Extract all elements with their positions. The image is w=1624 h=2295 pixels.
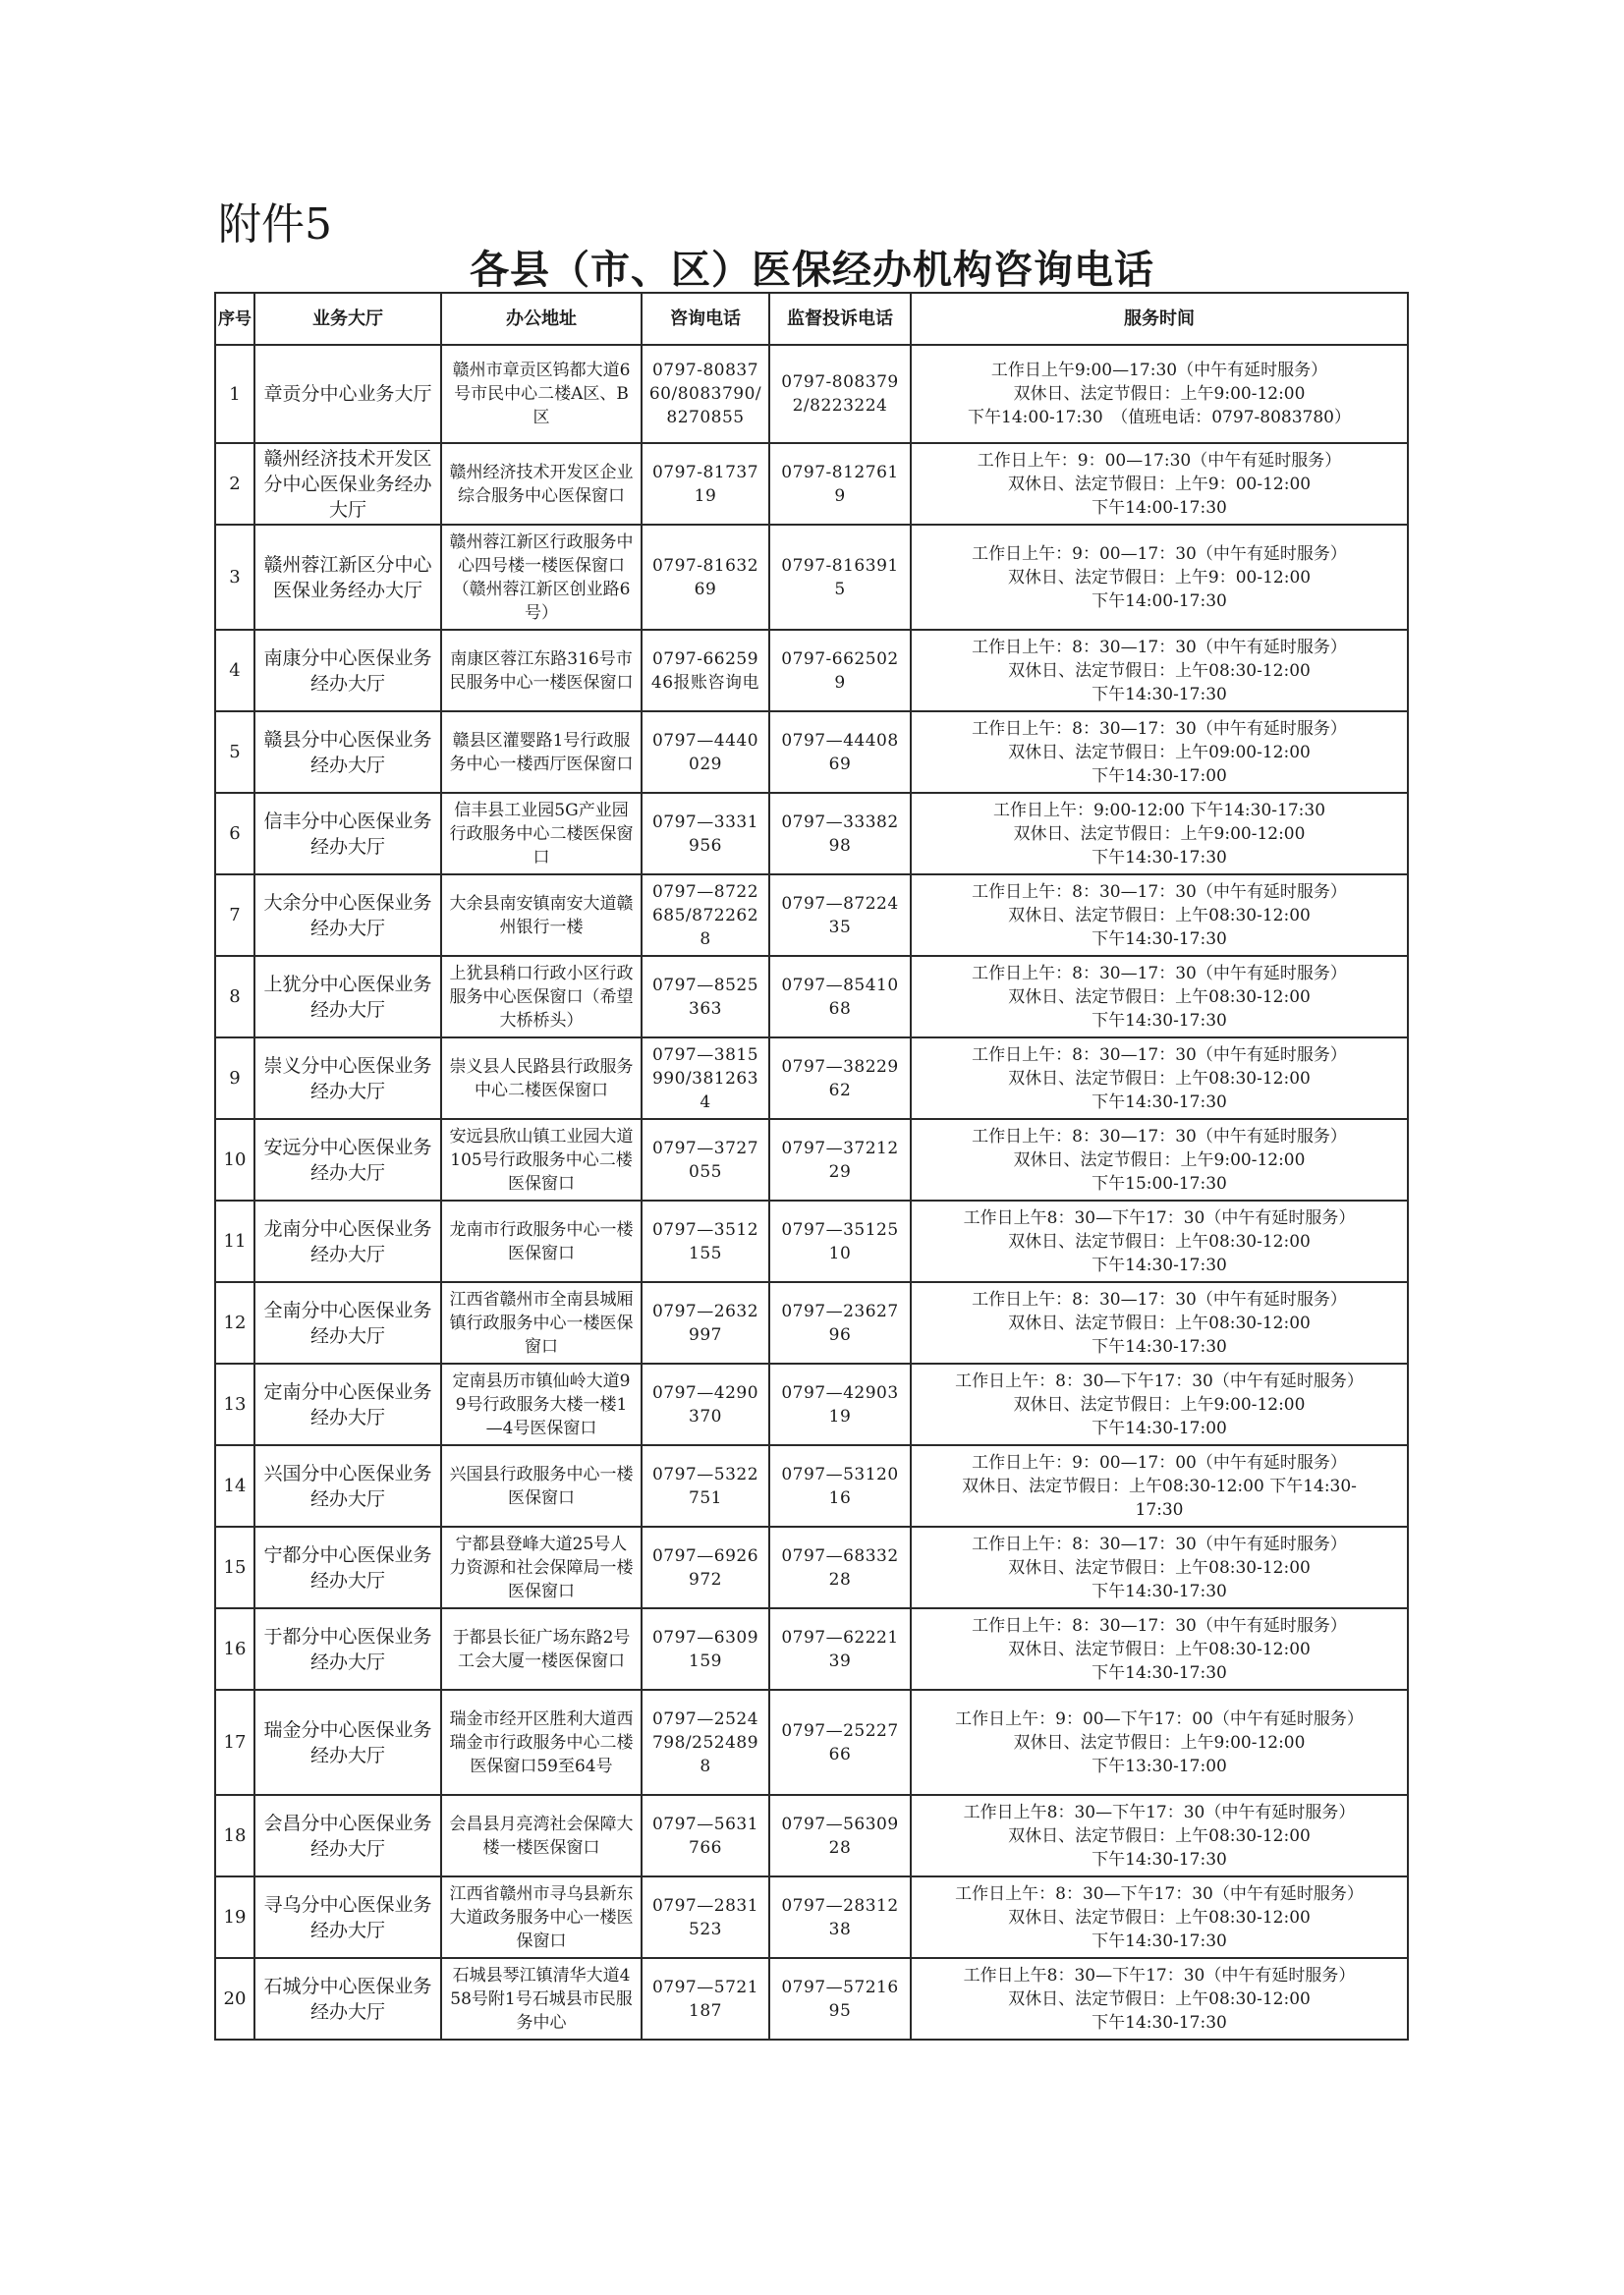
row-seq: 9 bbox=[215, 1037, 254, 1119]
row-office-address: 赣州经济技术开发区企业综合服务中心医保窗口 bbox=[441, 443, 642, 525]
row-seq: 20 bbox=[215, 1958, 254, 2040]
service-hours-line: 下午14:30-17:00 bbox=[1092, 1418, 1227, 1438]
row-consult-phone: 0797—6309159 bbox=[642, 1608, 769, 1690]
service-hours-line: 下午14:30-17:30 bbox=[1092, 1931, 1227, 1951]
row-supervise-phone: 0797-8083792/8223224 bbox=[769, 345, 911, 443]
row-seq: 16 bbox=[215, 1608, 254, 1690]
service-hours-line: 下午14:30-17:30 bbox=[1092, 928, 1227, 949]
row-supervise-phone: 0797—2362796 bbox=[769, 1282, 911, 1364]
service-hours-line: 工作日上午：8：30—下午17：30（中午有延时服务） bbox=[955, 1883, 1364, 1904]
row-office-address: 于都县长征广场东路2号工会大厦一楼医保窗口 bbox=[441, 1608, 642, 1690]
row-service-hours bbox=[911, 956, 1408, 1037]
service-hours-line: 工作日上午9:00—17:30（中午有延时服务） bbox=[990, 361, 1328, 380]
row-supervise-phone: 0797—3822962 bbox=[769, 1037, 911, 1119]
row-consult-phone: 0797—5721187 bbox=[642, 1958, 769, 2040]
service-hours-line: 双休日、法定节假日：上午08:30-12:00 bbox=[1008, 660, 1311, 681]
service-hours-line: 工作日上午8：30—下午17：30（中午有延时服务） bbox=[963, 1802, 1356, 1822]
row-supervise-phone: 0797—8722435 bbox=[769, 874, 911, 956]
table-body bbox=[215, 345, 1408, 2040]
service-hours-line: 下午14:00-17:30 （值班电话：0797-8083780） bbox=[968, 408, 1351, 427]
row-consult-phone: 0797-6625946报账咨询电 bbox=[642, 630, 769, 711]
row-seq: 11 bbox=[215, 1201, 254, 1282]
row-seq: 5 bbox=[215, 711, 254, 793]
service-hours-line: 下午14:30-17:30 bbox=[1092, 1255, 1227, 1275]
table-row bbox=[215, 525, 1408, 630]
header-supervise-phone: 监督投诉电话 bbox=[769, 293, 911, 345]
header-address: 办公地址 bbox=[441, 293, 642, 345]
row-office-address: 石城县琴江镇清华大道458号附1号石城县市民服务中心 bbox=[441, 1958, 642, 2040]
row-seq: 18 bbox=[215, 1795, 254, 1876]
service-hours-line: 双休日、法定节假日：上午9:00-12:00 bbox=[1013, 1732, 1306, 1753]
service-hours-line: 下午13:30-17:00 bbox=[1092, 1756, 1227, 1776]
row-consult-phone: 0797—8722685/8722628 bbox=[642, 874, 769, 956]
service-hours-line: 下午14:30-17:30 bbox=[1092, 1336, 1227, 1357]
service-hours-line: 双休日、法定节假日：上午9：00-12:00 bbox=[1007, 474, 1312, 494]
service-hours-line: 工作日上午：8：30—17：30（中午有延时服务） bbox=[972, 1126, 1347, 1147]
table-row bbox=[215, 1958, 1408, 2040]
service-hours-line: 工作日上午：8：30—下午17：30（中午有延时服务） bbox=[955, 1371, 1364, 1391]
row-consult-phone: 0797—5322751 bbox=[642, 1445, 769, 1527]
row-business-hall: 瑞金分中心医保业务经办大厅 bbox=[254, 1690, 441, 1795]
row-seq: 17 bbox=[215, 1690, 254, 1795]
row-office-address: 定南县历市镇仙岭大道99号行政服务大楼一楼1—4号医保窗口 bbox=[441, 1364, 642, 1445]
table-row bbox=[215, 1795, 1408, 1876]
row-service-hours bbox=[911, 1876, 1408, 1958]
service-hours-line: 下午14:00-17:30 bbox=[1092, 590, 1227, 611]
row-service-hours bbox=[911, 525, 1408, 630]
row-business-hall: 定南分中心医保业务经办大厅 bbox=[254, 1364, 441, 1445]
row-supervise-phone: 0797—5721695 bbox=[769, 1958, 911, 2040]
row-office-address: 瑞金市经开区胜利大道西瑞金市行政服务中心二楼医保窗口59至64号 bbox=[441, 1690, 642, 1795]
row-service-hours bbox=[911, 1201, 1408, 1282]
header-service-hours: 服务时间 bbox=[911, 293, 1408, 345]
row-consult-phone: 0797—6926972 bbox=[642, 1527, 769, 1608]
table-row bbox=[215, 793, 1408, 874]
row-service-hours bbox=[911, 1282, 1408, 1364]
table-row bbox=[215, 630, 1408, 711]
row-office-address: 会昌县月亮湾社会保障大楼一楼医保窗口 bbox=[441, 1795, 642, 1876]
service-hours-line: 下午14:30-17:30 bbox=[1092, 1581, 1227, 1601]
row-business-hall: 上犹分中心医保业务经办大厅 bbox=[254, 956, 441, 1037]
row-office-address: 大余县南安镇南安大道赣州银行一楼 bbox=[441, 874, 642, 956]
table-row bbox=[215, 443, 1408, 525]
row-business-hall: 兴国分中心医保业务经办大厅 bbox=[254, 1445, 441, 1527]
service-hours-line: 双休日、法定节假日：上午08:30-12:00 bbox=[1008, 1825, 1311, 1846]
header-consult-phone: 咨询电话 bbox=[642, 293, 769, 345]
service-hours-line: 工作日上午：8：30—17：30（中午有延时服务） bbox=[972, 718, 1347, 739]
row-consult-phone: 0797—3512155 bbox=[642, 1201, 769, 1282]
row-supervise-phone: 0797—2522766 bbox=[769, 1690, 911, 1795]
service-hours-line: 工作日上午：8：30—17：30（中午有延时服务） bbox=[972, 637, 1347, 657]
row-supervise-phone: 0797—3512510 bbox=[769, 1201, 911, 1282]
row-seq: 8 bbox=[215, 956, 254, 1037]
row-consult-phone: 0797—5631766 bbox=[642, 1795, 769, 1876]
header-hall: 业务大厅 bbox=[254, 293, 441, 345]
row-supervise-phone: 0797—4440869 bbox=[769, 711, 911, 793]
row-seq: 13 bbox=[215, 1364, 254, 1445]
row-seq: 10 bbox=[215, 1119, 254, 1201]
row-service-hours bbox=[911, 1795, 1408, 1876]
service-hours-line: 工作日上午：9：00—下午17：00（中午有延时服务） bbox=[955, 1708, 1364, 1729]
row-office-address: 龙南市行政服务中心一楼医保窗口 bbox=[441, 1201, 642, 1282]
row-supervise-phone: 0797—5312016 bbox=[769, 1445, 911, 1527]
service-hours-line: 双休日、法定节假日：上午9:00-12:00 bbox=[1013, 1149, 1306, 1170]
service-hours-line: 双休日、法定节假日：上午9:00-12:00 bbox=[1013, 823, 1306, 844]
service-hours-line: 双休日、法定节假日：上午9：00-12:00 bbox=[1007, 567, 1312, 588]
row-seq: 14 bbox=[215, 1445, 254, 1527]
row-service-hours bbox=[911, 1608, 1408, 1690]
table-row bbox=[215, 1119, 1408, 1201]
service-hours-line: 下午14:30-17:30 bbox=[1092, 684, 1227, 704]
row-office-address: 赣县区灌婴路1号行政服务中心一楼西厅医保窗口 bbox=[441, 711, 642, 793]
service-hours-line: 双休日、法定节假日：上午9:00-12:00 bbox=[1013, 384, 1306, 404]
table-row bbox=[215, 1037, 1408, 1119]
row-service-hours bbox=[911, 345, 1408, 443]
table-row bbox=[215, 1608, 1408, 1690]
row-supervise-phone: 0797—4290319 bbox=[769, 1364, 911, 1445]
row-seq: 4 bbox=[215, 630, 254, 711]
row-service-hours bbox=[911, 1119, 1408, 1201]
row-consult-phone: 0797—2632997 bbox=[642, 1282, 769, 1364]
service-hours-line: 双休日、法定节假日：上午08:30-12:00 bbox=[1008, 986, 1311, 1007]
row-office-address: 安远县欣山镇工业园大道105号行政服务中心二楼医保窗口 bbox=[441, 1119, 642, 1201]
row-consult-phone: 0797—2524798/2524898 bbox=[642, 1690, 769, 1795]
row-office-address: 宁都县登峰大道25号人力资源和社会保障局一楼医保窗口 bbox=[441, 1527, 642, 1608]
service-hours-line: 双休日、法定节假日：上午9:00-12:00 bbox=[1013, 1394, 1306, 1415]
service-hours-line: 下午14:30-17:30 bbox=[1092, 1849, 1227, 1870]
row-consult-phone: 0797—2831523 bbox=[642, 1876, 769, 1958]
table-row bbox=[215, 1876, 1408, 1958]
row-consult-phone: 0797-8083760/8083790/8270855 bbox=[642, 345, 769, 443]
row-business-hall: 会昌分中心医保业务经办大厅 bbox=[254, 1795, 441, 1876]
service-hours-line: 下午14:30-17:30 bbox=[1092, 847, 1227, 868]
row-supervise-phone: 0797—6222139 bbox=[769, 1608, 911, 1690]
contact-table bbox=[214, 292, 1409, 2041]
row-service-hours bbox=[911, 711, 1408, 793]
row-business-hall: 宁都分中心医保业务经办大厅 bbox=[254, 1527, 441, 1608]
service-hours-line: 工作日上午：8：30—17：30（中午有延时服务） bbox=[972, 1534, 1347, 1554]
attachment-label: 附件5 bbox=[218, 199, 332, 250]
row-business-hall: 信丰分中心医保业务经办大厅 bbox=[254, 793, 441, 874]
service-hours-line: 工作日上午：8：30—17：30（中午有延时服务） bbox=[972, 963, 1347, 983]
service-hours-line: 双休日、法定节假日：上午08:30-12:00 bbox=[1008, 1639, 1311, 1659]
service-hours-line: 17:30 bbox=[1135, 1499, 1184, 1520]
table-row bbox=[215, 1282, 1408, 1364]
row-seq: 1 bbox=[215, 345, 254, 443]
row-supervise-phone: 0797—3721229 bbox=[769, 1119, 911, 1201]
row-office-address: 赣州蓉江新区行政服务中心四号楼一楼医保窗口（赣州蓉江新区创业路6号） bbox=[441, 525, 642, 630]
row-supervise-phone: 0797-6625029 bbox=[769, 630, 911, 711]
row-consult-phone: 0797-8163269 bbox=[642, 525, 769, 630]
row-supervise-phone: 0797—8541068 bbox=[769, 956, 911, 1037]
row-business-hall: 石城分中心医保业务经办大厅 bbox=[254, 1958, 441, 2040]
row-seq: 12 bbox=[215, 1282, 254, 1364]
row-business-hall: 章贡分中心业务大厅 bbox=[254, 345, 441, 443]
row-consult-phone: 0797—8525363 bbox=[642, 956, 769, 1037]
row-service-hours bbox=[911, 1445, 1408, 1527]
service-hours-line: 下午14:30-17:00 bbox=[1092, 765, 1227, 786]
service-hours-line: 工作日上午：8：30—17：30（中午有延时服务） bbox=[972, 1289, 1347, 1310]
row-business-hall: 赣州蓉江新区分中心医保业务经办大厅 bbox=[254, 525, 441, 630]
service-hours-line: 下午14:30-17:30 bbox=[1092, 1010, 1227, 1031]
row-supervise-phone: 0797—6833228 bbox=[769, 1527, 911, 1608]
service-hours-line: 下午14:30-17:30 bbox=[1092, 1662, 1227, 1683]
row-supervise-phone: 0797—2831238 bbox=[769, 1876, 911, 1958]
row-business-hall: 安远分中心医保业务经办大厅 bbox=[254, 1119, 441, 1201]
row-business-hall: 赣县分中心医保业务经办大厅 bbox=[254, 711, 441, 793]
table-row bbox=[215, 1445, 1408, 1527]
service-hours-line: 双休日、法定节假日：上午08:30-12:00 下午14:30- bbox=[962, 1476, 1357, 1496]
row-service-hours bbox=[911, 1690, 1408, 1795]
row-service-hours bbox=[911, 793, 1408, 874]
service-hours-line: 工作日上午：9：00—17:30（中午有延时服务） bbox=[977, 450, 1342, 471]
row-office-address: 上犹县稍口行政小区行政服务中心医保窗口（希望大桥桥头） bbox=[441, 956, 642, 1037]
row-business-hall: 于都分中心医保业务经办大厅 bbox=[254, 1608, 441, 1690]
row-office-address: 江西省赣州市寻乌县新东大道政务服务中心一楼医保窗口 bbox=[441, 1876, 642, 1958]
row-office-address: 南康区蓉江东路316号市民服务中心一楼医保窗口 bbox=[441, 630, 642, 711]
row-business-hall: 南康分中心医保业务经办大厅 bbox=[254, 630, 441, 711]
header-seq: 序号 bbox=[215, 293, 254, 345]
row-consult-phone: 0797—4440029 bbox=[642, 711, 769, 793]
service-hours-line: 工作日上午：8：30—17：30（中午有延时服务） bbox=[972, 1044, 1347, 1065]
row-office-address: 信丰县工业园5G产业园行政服务中心二楼医保窗口 bbox=[441, 793, 642, 874]
row-supervise-phone: 0797—5630928 bbox=[769, 1795, 911, 1876]
service-hours-line: 双休日、法定节假日：上午09:00-12:00 bbox=[1008, 742, 1311, 762]
service-hours-line: 下午14:00-17:30 bbox=[1092, 497, 1227, 518]
row-service-hours bbox=[911, 874, 1408, 956]
service-hours-line: 工作日上午：8：30—17：30（中午有延时服务） bbox=[972, 1615, 1347, 1636]
row-consult-phone: 0797-8173719 bbox=[642, 443, 769, 525]
row-business-hall: 龙南分中心医保业务经办大厅 bbox=[254, 1201, 441, 1282]
row-service-hours bbox=[911, 1037, 1408, 1119]
service-hours-line: 工作日上午：9：00—17：00（中午有延时服务） bbox=[972, 1452, 1347, 1473]
row-office-address: 赣州市章贡区钨都大道6号市民中心二楼A区、B区 bbox=[441, 345, 642, 443]
row-business-hall: 崇义分中心医保业务经办大厅 bbox=[254, 1037, 441, 1119]
table-row bbox=[215, 1690, 1408, 1795]
row-seq: 3 bbox=[215, 525, 254, 630]
service-hours-line: 双休日、法定节假日：上午08:30-12:00 bbox=[1008, 1988, 1311, 2009]
service-hours-line: 双休日、法定节假日：上午08:30-12:00 bbox=[1008, 1231, 1311, 1252]
row-seq: 15 bbox=[215, 1527, 254, 1608]
service-hours-line: 工作日上午：9:00-12:00 下午14:30-17:30 bbox=[992, 800, 1326, 820]
row-office-address: 崇义县人民路县行政服务中心二楼医保窗口 bbox=[441, 1037, 642, 1119]
service-hours-line: 下午15:00-17:30 bbox=[1092, 1173, 1227, 1194]
row-supervise-phone: 0797-8127619 bbox=[769, 443, 911, 525]
document-title: 各县（市、区）医保经办机构咨询电话 bbox=[470, 247, 1154, 293]
row-supervise-phone: 0797—3338298 bbox=[769, 793, 911, 874]
service-hours-line: 工作日上午8：30—下午17：30（中午有延时服务） bbox=[963, 1965, 1356, 1986]
row-business-hall: 赣州经济技术开发区分中心医保业务经办大厅 bbox=[254, 443, 441, 525]
row-office-address: 兴国县行政服务中心一楼医保窗口 bbox=[441, 1445, 642, 1527]
row-business-hall: 大余分中心医保业务经办大厅 bbox=[254, 874, 441, 956]
row-business-hall: 全南分中心医保业务经办大厅 bbox=[254, 1282, 441, 1364]
row-service-hours bbox=[911, 1527, 1408, 1608]
service-hours-line: 双休日、法定节假日：上午08:30-12:00 bbox=[1008, 1313, 1311, 1333]
service-hours-line: 双休日、法定节假日：上午08:30-12:00 bbox=[1008, 1068, 1311, 1089]
service-hours-line: 双休日、法定节假日：上午08:30-12:00 bbox=[1008, 1907, 1311, 1928]
row-consult-phone: 0797—3815990/3812634 bbox=[642, 1037, 769, 1119]
row-service-hours bbox=[911, 1364, 1408, 1445]
service-hours-line: 工作日上午8：30—下午17：30（中午有延时服务） bbox=[963, 1207, 1356, 1228]
table-row bbox=[215, 711, 1408, 793]
row-seq: 7 bbox=[215, 874, 254, 956]
row-office-address: 江西省赣州市全南县城厢镇行政服务中心一楼医保窗口 bbox=[441, 1282, 642, 1364]
service-hours-line: 双休日、法定节假日：上午08:30-12:00 bbox=[1008, 1557, 1311, 1578]
table-row bbox=[215, 1527, 1408, 1608]
row-seq: 6 bbox=[215, 793, 254, 874]
row-supervise-phone: 0797-8163915 bbox=[769, 525, 911, 630]
row-service-hours bbox=[911, 630, 1408, 711]
service-hours-line: 工作日上午：9：00—17：30（中午有延时服务） bbox=[972, 543, 1347, 564]
service-hours-line: 下午14:30-17:30 bbox=[1092, 1092, 1227, 1112]
row-business-hall: 寻乌分中心医保业务经办大厅 bbox=[254, 1876, 441, 1958]
row-seq: 19 bbox=[215, 1876, 254, 1958]
service-hours-line: 下午14:30-17:30 bbox=[1092, 2012, 1227, 2033]
row-consult-phone: 0797—4290370 bbox=[642, 1364, 769, 1445]
service-hours-line: 双休日、法定节假日：上午08:30-12:00 bbox=[1008, 905, 1311, 925]
table-row bbox=[215, 1364, 1408, 1445]
row-service-hours bbox=[911, 1958, 1408, 2040]
table-header bbox=[215, 293, 1408, 345]
table-row bbox=[215, 345, 1408, 443]
service-hours-line: 工作日上午：8：30—17：30（中午有延时服务） bbox=[972, 881, 1347, 902]
row-consult-phone: 0797—3727055 bbox=[642, 1119, 769, 1201]
table-row bbox=[215, 1201, 1408, 1282]
table-row bbox=[215, 874, 1408, 956]
table-row bbox=[215, 956, 1408, 1037]
row-seq: 2 bbox=[215, 443, 254, 525]
row-consult-phone: 0797—3331956 bbox=[642, 793, 769, 874]
row-service-hours bbox=[911, 443, 1408, 525]
